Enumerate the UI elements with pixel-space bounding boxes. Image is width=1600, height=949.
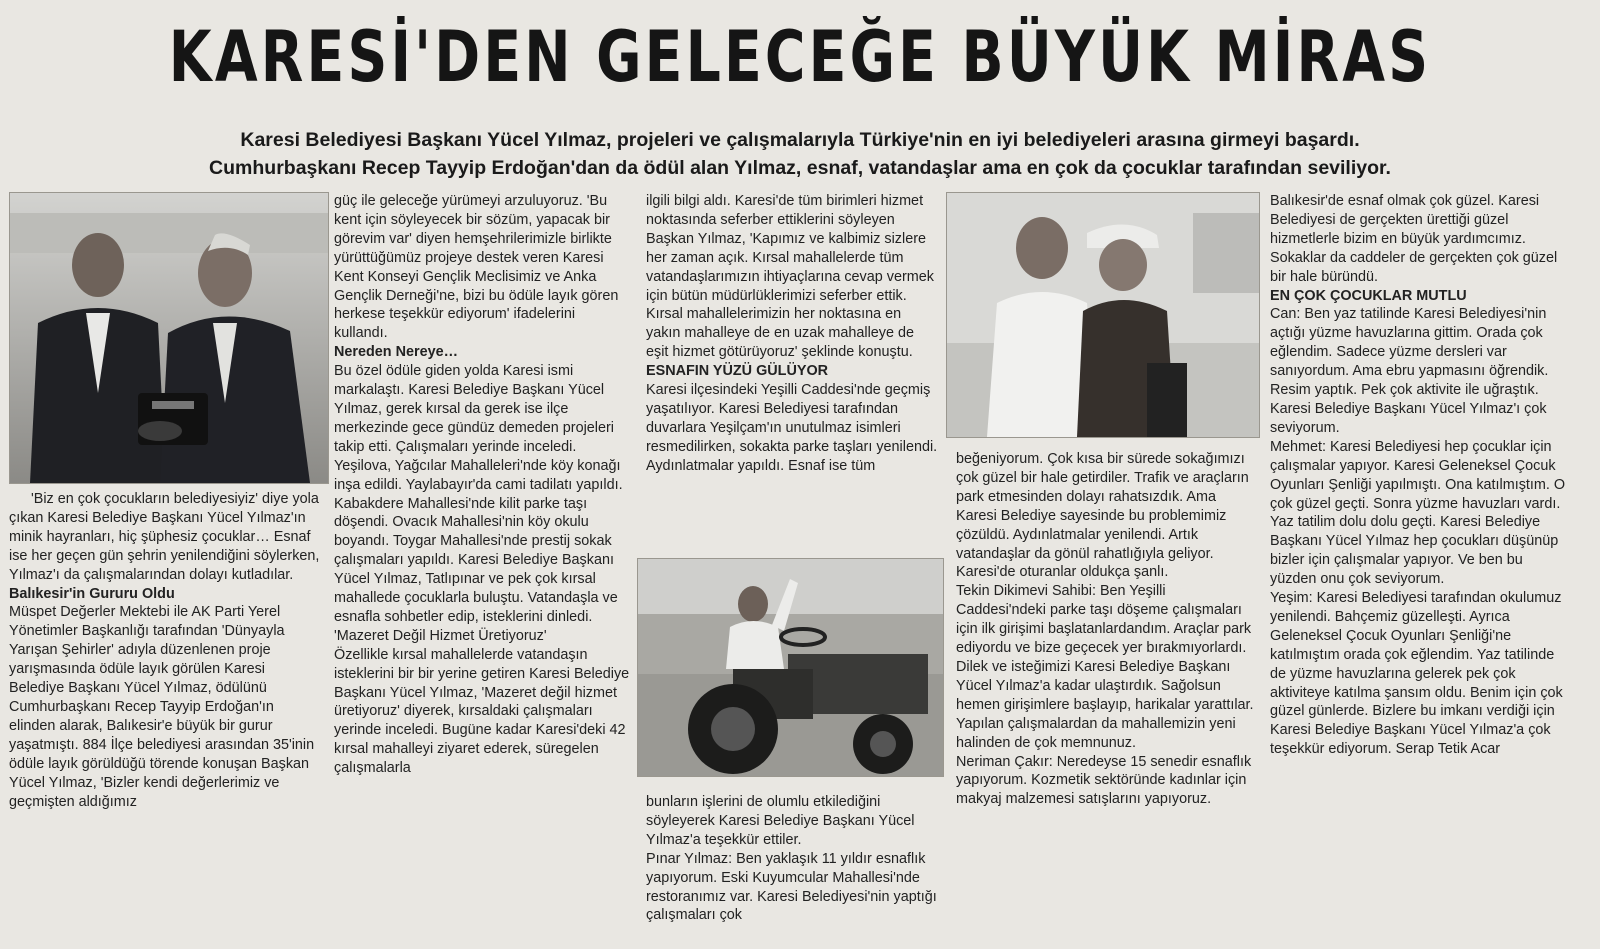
col5-subheading-1: EN ÇOK ÇOCUKLAR MUTLU <box>1270 287 1467 304</box>
photo-two-men <box>946 192 1260 438</box>
col5-paragraph-4: Yaz tatilim dolu dolu geçti. Karesi Belediye Başkanı Yücel Yılmaz hep çocukları düşünüp bizler için çalışmalar yapıyor. Ve ben bu yüzden onu çok seviyorum. <box>1270 514 1559 588</box>
col3-paragraph-1: ilgili bilgi aldı. Karesi'de tüm birimleri hizmet noktasında seferber ettiklerini söyleyen Başkan Yılmaz, 'Kapımız ve kalbimiz sizlere her zaman açık. Kırsal mahallelerde tüm vatandaşlarımızın ihtiyaçlarına cevap vermek için bütün müdürlüklerimizi seferber ettik. Kırsal mahallelerimizin her noktasına en yakın mahalleye de en uzak mahalleye de eşit hizmet götürüyoruz' şeklinde konuştu. <box>646 193 934 361</box>
photo-tractor <box>637 558 944 777</box>
col3-paragraph-4: Pınar Yılmaz: Ben yaklaşık 11 yıldır esnaflık yapıyorum. Eski Kuyumcular Mahallesi'nde restoranımız var. Karesi Belediyesi'nin yaptığı çalışmaları çok <box>646 850 937 924</box>
col2-paragraph-4: Özellikle kırsal mahallelerde vatandaşın isteklerini bir bir yerine getiren Karesi Belediye Başkanı Yücel Yılmaz, 'Mazeret değil hizmet üretiyoruz' diyerek, kırsaldaki çalışmaları yerinde inceledi. Bugüne kadar Karesi'deki 42 kırsal mahalleyi ziyaret ederek, süregelen çalışmalarla <box>334 646 630 777</box>
col3-paragraph-3: bunların işlerini de olumlu etkilediğini söyleyerek Karesi Belediye Başkanı Yücel Yılmaz'a teşekkür ettiler. <box>646 794 915 848</box>
deck-line-2: Cumhurbaşkanı Recep Tayyip Erdoğan'dan da ödül alan Yılmaz, esnaf, vatandaşlar ama en çok da çocuklar tarafından seviliyor. <box>209 157 1391 179</box>
col4-paragraph-3: Neriman Çakır: Neredeyse 15 senedir esnaflık yapıyorum. Kozmetik sektöründe kadınlar için makyaj malzemesi satışlarını yapıyoruz. <box>956 753 1252 808</box>
column-3-bottom <box>646 793 938 925</box>
col5-paragraph-1: Balıkesir'de esnaf olmak çok güzel. Karesi Belediyesi de gerçekten ürettiği güzel hizmetlerle bizim en büyük yardımcımız. Sokaklar da caddeler de gerçekten çok güzel bir hale büründü. <box>1270 193 1558 285</box>
col1-paragraph-2: Müspet Değerler Mektebi ile AK Parti Yerel Yönetimler Başkanlığı tarafından 'Dünyayla Yarışan Şehirler' adıyla düzenlenen proje yarışmasında ödüle layık görülen Karesi Belediye Başkanı Yücel Yılmaz, ödülünü Cumhurbaşkanı Recep Tayyip Erdoğan'ın elinden alarak, Balıkesir'e büyük bir gurur yaşatmıştı. 884 İlçe belediyesi arasından 35'inin ödüle layık görüldüğü törende konuşan Başkan Yücel Yılmaz, 'Bizler kendi değerlerimiz ve geçmişten aldığımız <box>9 604 315 810</box>
col2-subheading-1: Nereden Nereye… <box>334 344 458 361</box>
col3-paragraph-2: Karesi ilçesindeki Yeşilli Caddesi'nde geçmiş yaşatılıyor. Karesi Belediyesi tarafından duvarlara Yeşilçam'ın unutulmaz isimleri resmedilirken, sokakta parke taşları yenilendi. Aydınlatmalar yapıldı. Esnaf ise tüm <box>646 382 938 474</box>
col4-paragraph-1: beğeniyorum. Çok kısa bir sürede sokağımızı çok güzel bir hale getirdiler. Trafik ve araçların park etmesinden dolayı rahatsızdık. Ama Karesi Belediye sayesinde bu problemimiz çözüldü. Aydınlatmalar yenilendi. Artık vatandaşlar da gönül rahatlığıyla geliyor. Karesi'de oturanlar oldukça şanlı. <box>956 451 1249 581</box>
col1-subheading-1: Balıkesir'in Gururu Oldu <box>9 585 175 602</box>
column-3-top <box>646 192 938 552</box>
col5-paragraph-2: Can: Ben yaz tatilinde Karesi Belediyesi'nin açtığı yüzme havuzlarına gittim. Orada çok eğlendim. Sadece yüzme dersleri var sanıyordum. Ama ebru yapmasını öğrendik. Resim yaptık. Pek çok aktivite ile uğraştık. Karesi Belediye Başkanı Yücel Yılmaz'ı çok seviyorum. <box>1270 306 1549 436</box>
column-2 <box>334 192 630 924</box>
deck-line-1: Karesi Belediyesi Başkanı Yücel Yılmaz, projeleri ve çalışmalarıyla Türkiye'nin en iyi belediyeleri arasına girmeyi başardı. <box>240 129 1360 151</box>
col1-paragraph-1: 'Biz en çok çocukların belediyesiyiz' diye yola çıkan Karesi Belediye Başkanı Yücel Yılmaz'ın minik hayranları, hiç şüphesiz çocuklar… Esnaf ise her geçen gün şehrin yenilendiğini söylerken, Yılmaz'ı da çalışmalarından dolayı kutladılar. <box>9 491 320 583</box>
photo-award-ceremony <box>9 192 329 484</box>
col2-paragraph-3: 'Mazeret Değil Hizmet Üretiyoruz' <box>334 627 547 644</box>
col2-paragraph-2: Bu özel ödüle giden yolda Karesi ismi markalaştı. Karesi Belediye Başkanı Yücel Yılmaz, gerek kırsal da gerek ise ilçe merkezinde gece gündüz demeden projeleri takip etti. Çalışmaları yerinde inceledi. Yeşilova, Yağcılar Mahalleleri'nde köy konağı inşa edildi. Yaylabayır'da cami tadilatı yapıldı. Kabakdere Mahallesi'nde kilit parke taşı döşendi. Ovacık Mahallesi'nin köy okulu boyandı. Toygar Mahallesi'nde prestij sokak çalışmaları yapıldı. Karesi Belediye Başkanı Yücel Yılmaz, Tatlıpınar ve pek çok kırsal mahallede çocuklarla buluştu. Vatandaşla ve esnafla sohbetler edip, isteklerini dinledi. <box>334 363 623 625</box>
column-1 <box>9 490 320 922</box>
column-5 <box>1270 192 1572 926</box>
headline: KARESİ'DEN GELECEĞE BÜYÜK MİRAS <box>168 16 1432 98</box>
col2-paragraph-1: güç ile geleceğe yürümeyi arzuluyoruz. 'Bu kent için söyleyecek bir sözüm, yapacak bir görevim var' diyen hemşehrilerimizle birlikte yürüttüğümüz projeye destek veren Karesi Kent Konseyi Gençlik Meclisimiz ve Anka Gençlik Derneği'ne, bizi bu ödüle layık gören herkese teşekkür ediyorum' ifadelerini kullandı. <box>334 193 619 342</box>
col5-paragraph-3: Mehmet: Karesi Belediyesi hep çocuklar için çalışmalar yapıyor. Karesi Geleneksel Çocuk Oyunları Şenliği yapılmıştı. Ona katılmıştım. O çok güzel geçti. Sonra yüzme havuzları vardı. <box>1270 438 1566 512</box>
col4-paragraph-2: Tekin Dikimevi Sahibi: Ben Yeşilli Caddesi'ndeki parke taşı döşeme çalışmaları için ilk girişimi başlatanlardandım. Araçlar park ediyordu ve bize geçecek yer bırakmıyorlardı. Dilek ve isteğimizi Karesi Belediye Başkanı Yücel Yılmaz'a kadar ulaştırdık. Sağolsun hemen girişimlere başlayıp, harikalar yarattılar. Yapılan çalışmalardan da mahallemizin yeni halinden de çok memnunuz. <box>956 583 1254 751</box>
column-4 <box>956 450 1254 926</box>
col3-subheading-1: ESNAFIN YÜZÜ GÜLÜYOR <box>646 363 829 380</box>
col5-paragraph-5: Yeşim: Karesi Belediyesi tarafından okulumuz yenilendi. Bahçemiz güzelleşti. Ayrıca Geleneksel Çocuk Oyunları Şenliği'ne katılmıştım orada çok eğlendim. Yaz tatilinde de yüzme havuzlarına gelerek pek çok aktiviteye katılma şansım oldu. Benim için çok güzel günlerde. Bizlere bu imkanı verdiği için Karesi Belediye Başkanı Yücel Yılmaz'a çok teşekkür ediyorum. Serap Tetik Acar <box>1270 590 1563 758</box>
